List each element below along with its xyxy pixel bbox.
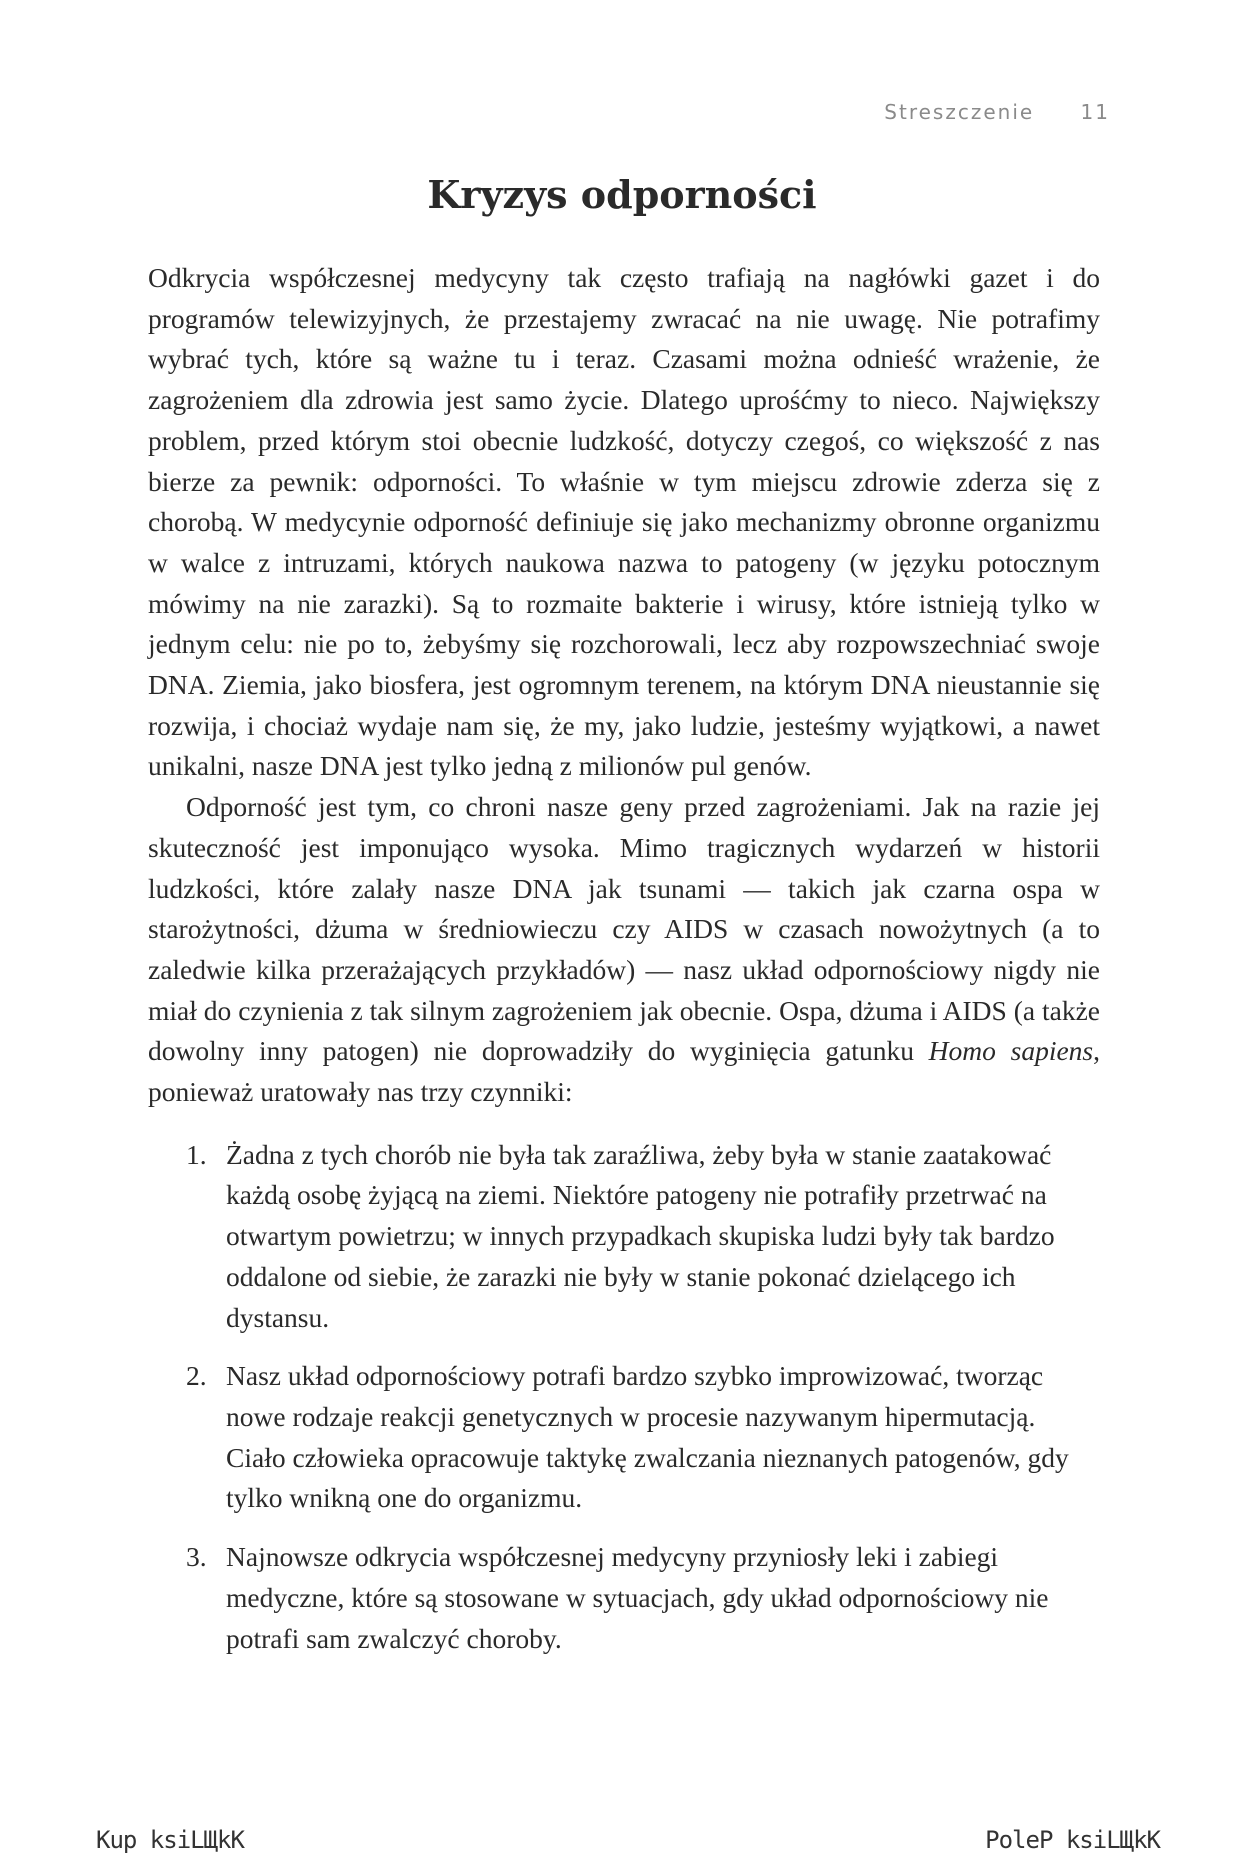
body-text xyxy=(148,258,1100,1677)
paragraph-2-text: Odporność jest tym, co chroni nasze geny przed zagrożeniami. Jak na razie jej skuteczność jest imponująco wysoka. Mimo tragicznych wydarzeń w historii ludzkości, które zalały nasze DNA jak tsunami — takich jak czarna ospa w starożytności, dżuma w średniowieczu czy AIDS w czasach nowożytnych (a to zaledwie kilka przerażających przykładów) — nasz układ odpornościowy nigdy nie miał do czynienia z tak silnym zagrożeniem jak obecnie. Ospa, dżuma i AIDS (a także dowolny inny patogen) nie doprowadziły do wyginięcia gatunku xyxy=(148,791,1100,1067)
list-item xyxy=(148,1135,1086,1339)
list-number: 2. xyxy=(186,1360,207,1392)
list-item-text: Nasz układ odpornościowy potrafi bardzo szybko improwizować, tworząc nowe rodzaje reakcji genetycznych w procesie nazywanym hipermutacją. Ciało człowieka opracowuje taktykę zwalczania nieznanych patogenów, gdy tylko wnikną one do organizmu. xyxy=(226,1360,1069,1514)
section-name: Streszczenie xyxy=(884,100,1035,124)
list-number: 1. xyxy=(186,1138,207,1170)
paragraph-2-end: , ponieważ uratowały nas trzy czynniki: xyxy=(148,1035,1100,1108)
chapter-title: Kryzys odporności xyxy=(427,172,817,217)
list-item xyxy=(148,1356,1086,1519)
species-name: Homo sapiens xyxy=(928,1035,1094,1067)
list-item xyxy=(148,1537,1086,1659)
paragraph-2 xyxy=(148,787,1100,1113)
list-number: 3. xyxy=(186,1541,207,1573)
buy-book-link[interactable]: Kup ksiLЩkK xyxy=(96,1826,244,1854)
paragraph-1-text: Odkrycia współczesnej medycyny tak często trafiają na nagłówki gazet i do programów telewizyjnych, że przestajemy zwracać na nie uwagę. Nie potrafimy wybrać tych, które są ważne tu i teraz. Czasami można odnieść wrażenie, że zagrożeniem dla zdrowia jest samo życie. Dlatego uprośćmy to nieco. Największy problem, przed którym stoi obecnie ludzkość, dotyczy czegoś, co większość z nas bierze za pewnik: odporności. To właśnie w tym miejscu zdrowie zderza się z chorobą. W medycynie odporność definiuje się jako mechanizmy obronne organizmu w walce z intruzami, których naukowa nazwa to patogeny (w języku potocznym mówimy na nie zarazki). Są to rozmaite bakterie i wirusy, które istnieją tylko w jednym celu: nie po to, żebyśmy się rozchorowali, lecz aby rozpowszechniać swoje DNA. Ziemia, jako biosfera, jest ogromnym terenem, na którym DNA nieustannie się rozwija, i chociaż wydaje nam się, że my, jako ludzie, jesteśmy wyjątkowi, a nawet unikalni, nasze DNA jest tylko jedną z milionów pul genów. xyxy=(148,262,1100,782)
running-header xyxy=(884,100,1110,124)
list-item-text: Najnowsze odkrycia współczesnej medycyny przyniosły leki i zabiegi medyczne, które są stosowane w sytuacjach, gdy układ odpornościowy nie potrafi sam zwalczyć choroby. xyxy=(226,1541,1049,1654)
recommend-book-link[interactable]: PoleP ksiLЩkK xyxy=(985,1826,1160,1854)
list-item-text: Żadna z tych chorób nie była tak zaraźliwa, żeby była w stanie zaatakować każdą osobę żyjącą na ziemi. Niektóre patogeny nie potrafiły przetrwać na otwartym powietrzu; w innych przypadkach skupiska ludzi były tak bardzo oddalone od siebie, że zarazki nie były w stanie pokonać dzielącego ich dystansu. xyxy=(226,1138,1055,1333)
factors-list xyxy=(148,1135,1100,1659)
paragraph-1 xyxy=(148,258,1100,787)
page-number: 11 xyxy=(1080,100,1110,124)
